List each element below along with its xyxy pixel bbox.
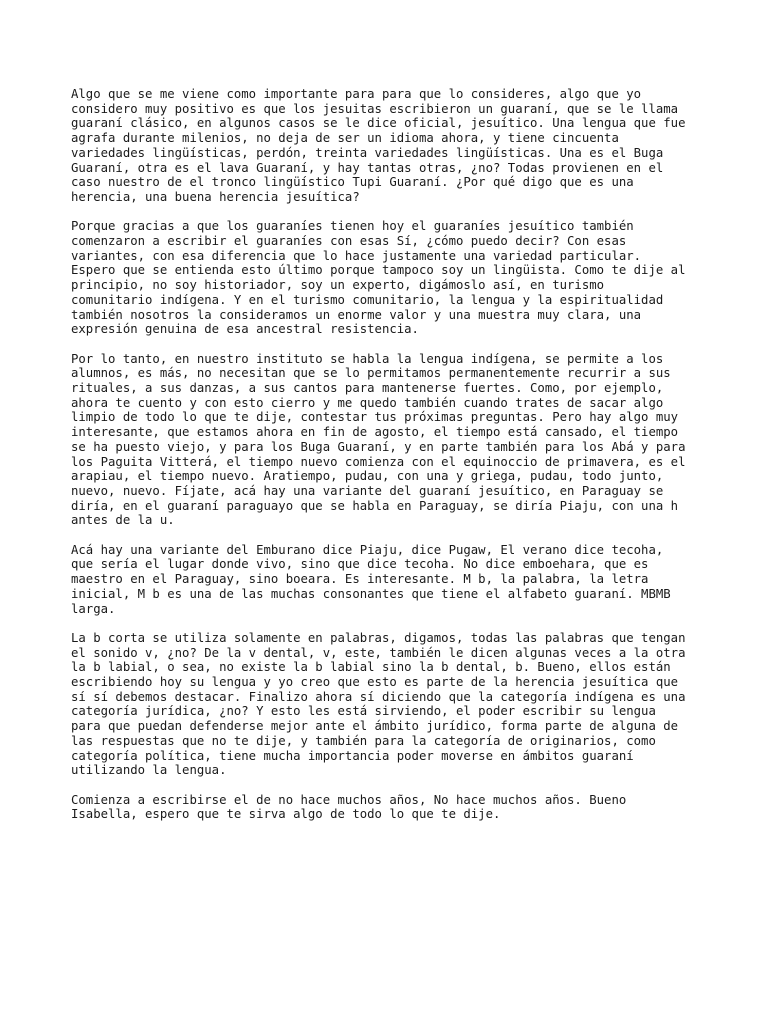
paragraph-1: Algo que se me viene como importante para para que lo consideres, algo que yo considero muy positivo es que los jesuitas escribieron un guaraní, que se le llama guaraní clásico, en algunos casos se le dice oficial, jesuítico. Una lengua que fue agrafa durante milenios, no deja de ser un idioma ahora, y tiene cincuenta variedades lingüísticas, perdón, treinta variedades lingüísticas. Una es el Buga Guaraní, otra es el lava Guaraní, y hay tantas otras, ¿no? Todas provienen en el caso nuestro de el tronco lingüístico Tupi Guaraní. ¿Por qué digo que es una herencia, una buena herencia jesuítica? [71,87,686,204]
paragraph-2: Porque gracias a que los guaraníes tienen hoy el guaraníes jesuítico también comenzaron a escribir el guaraníes con esas Sí, ¿cómo puedo decir? Con esas variantes, con esa diferencia que lo hace justamente una variedad particular. Espero que se entienda esto último porque tampoco soy un lingüista. Como te dije al principio, no soy historiador, soy un experto, digámoslo así, en turismo comunitario indígena. Y en el turismo comunitario, la lengua y la espiritualidad también nosotros la consideramos un enorme valor y una muestra muy clara, una expresión genuina de esa ancestral resistencia. [71,219,686,337]
paragraph-3: Por lo tanto, en nuestro instituto se habla la lengua indígena, se permite a los alumnos, es más, no necesitan que se lo permitamos permanentemente recurrir a sus rituales, a sus danzas, a sus cantos para mantenerse fuertes. Como, por ejemplo, ahora te cuento y con esto cierro y me quedo también cuando trates de sacar algo limpio de todo lo que te dije, contestar tus próximas preguntas. Pero hay algo muy interesante, que estamos ahora en fin de agosto, el tiempo está cansado, el tiempo se ha puesto viejo, y para los Buga Guaraní, y en parte también para los Abá y para los Paguita Vitterá, el tiempo nuevo comienza con el equinoccio de primavera, es el arapiau, el tiempo nuevo. Aratiempo, pudau, con una y griega, pudau, todo junto, nuevo, nuevo. Fíjate, acá hay una variante del guaraní jesuítico, en Paraguay se diría, en el guaraní paraguayo que se habla en Paraguay, se diría Piaju, con una h antes de la u. [71,351,686,528]
paragraph-4: Acá hay una variante del Emburano dice Piaju, dice Pugaw, El verano dice tecoha, que sería el lugar donde vivo, sino que dice tecoha. No dice emboehara, que es maestro en el Paraguay, sino boeara. Es interesante. M b, la palabra, la letra inicial, M b es una de las muchas consonantes que tiene el alfabeto guaraní. MBMB larga. [71,542,671,616]
paragraph-5: La b corta se utiliza solamente en palabras, digamos, todas las palabras que tengan el sonido v, ¿no? De la v dental, v, este, también le dicen algunas veces a la otra la b labial, o sea, no existe la b labial sino la b dental, b. Bueno, ellos están escribiendo hoy su lengua y yo creo que esto es parte de la herencia jesuítica que sí sí debemos destacar. Finalizo ahora sí diciendo que la categoría indígena es una categoría jurídica, ¿no? Y esto les está sirviendo, el poder escribir su lengua para que puedan defenderse mejor ante el ámbito jurídico, forma parte de alguna de las respuestas que no te dije, y también para la categoría de originarios, como categoría política, tiene mucha importancia poder moverse en ámbitos guaraní utilizando la lengua. [71,630,686,778]
paragraph-6: Comienza a escribirse el de no hace muchos años, No hace muchos años. Bueno Isabella, espero que te sirva algo de todo lo que te dije. [71,792,627,822]
document-body [71,87,711,837]
